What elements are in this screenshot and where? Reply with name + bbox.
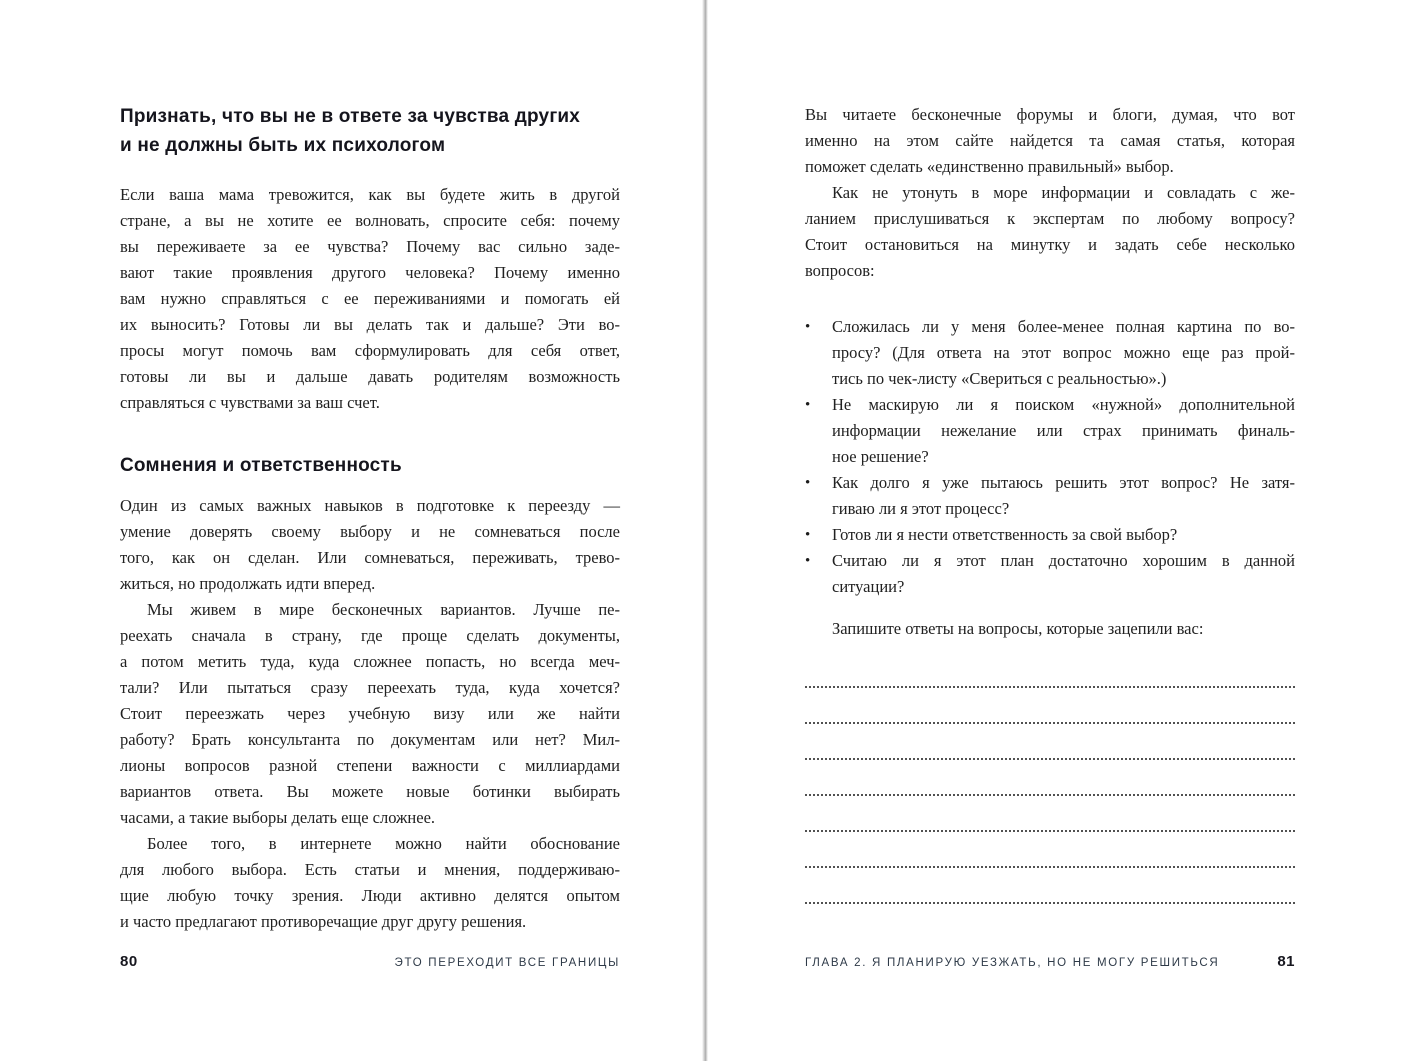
running-title-book: ЭТО ПЕРЕХОДИТ ВСЕ ГРАНИЦЫ	[394, 957, 620, 969]
write-answers-prompt: Запишите ответы на вопросы, которые зацепили вас:	[832, 619, 1204, 638]
text-line: информации нежелание или страх принимать финаль-	[832, 421, 1295, 440]
text-line: тись по чек-листу «Свериться с реальностью».)	[832, 369, 1167, 388]
text-line: вам нужно справляться с ее переживаниями и помогать ей	[120, 289, 620, 308]
footer-left	[120, 953, 620, 970]
dotted-answer-line	[805, 832, 1295, 868]
text-line: ное решение?	[832, 447, 929, 466]
bullet-text	[832, 314, 1295, 392]
dotted-answer-line	[805, 760, 1295, 796]
bullet-item	[805, 548, 1295, 600]
dotted-answer-line	[805, 688, 1295, 724]
bullet-item	[805, 392, 1295, 470]
bullet-item	[805, 470, 1295, 522]
bullet-text	[832, 392, 1295, 470]
text-line: гиваю ли я этот процесс?	[832, 499, 1010, 518]
subsection-heading: Сомнения и ответственность	[120, 455, 402, 476]
text-line: Сложилась ли у меня более-менее полная картина по во-	[832, 317, 1295, 336]
text-line: Как не утонуть в море информации и совладать с же-	[832, 183, 1295, 202]
text-line: Один из самых важных навыков в подготовке к переезду —	[120, 496, 620, 515]
bullet-marker-icon: •	[805, 397, 811, 413]
bullet-marker-icon: •	[805, 553, 811, 569]
text-line: Мы живем в мире бесконечных вариантов. Лучше пе-	[147, 600, 620, 619]
text-line: реехать сначала в страну, где проще сделать документы,	[120, 626, 620, 645]
text-line: стране, а вы не хотите ее волновать, спросите себя: почему	[120, 211, 620, 230]
text-line: и часто предлагают противоречащие друг другу решения.	[120, 912, 527, 931]
text-line: и не должны быть их психологом	[120, 135, 446, 156]
text-line: Если ваша мама тревожится, как вы будете жить в другой	[120, 185, 620, 204]
text-line: Считаю ли я этот план достаточно хорошим в данной	[832, 551, 1295, 570]
page-number-right: 81	[1277, 953, 1295, 970]
paragraph-forums	[805, 102, 1295, 180]
text-line: работу? Брать консультанта по документам или нет? Мил-	[120, 730, 620, 749]
bullet-marker-icon: •	[805, 319, 811, 335]
text-line: того, как он сделан. Или сомневаться, переживать, трево-	[120, 548, 620, 567]
page-number-left: 80	[120, 953, 138, 970]
dotted-answer-line	[805, 652, 1295, 688]
text-line: а потом метить туда, куда сложнее попасть, но всегда меч-	[120, 652, 620, 671]
bullet-marker-icon: •	[805, 527, 811, 543]
text-line: именно на этом сайте найдется та самая статья, которая	[805, 131, 1295, 150]
bullet-text	[832, 470, 1295, 522]
bullet-text	[832, 548, 1295, 600]
text-line: вают такие проявления другого человека? Почему именно	[120, 263, 620, 282]
text-line: Как долго я уже пытаюсь решить этот вопрос? Не затя-	[832, 473, 1295, 492]
dotted-answer-line	[805, 868, 1295, 904]
text-line: поможет сделать «единственно правильный» выбор.	[805, 157, 1174, 176]
footer-right	[805, 953, 1295, 970]
dotted-answer-line	[805, 724, 1295, 760]
text-line: Не маскирую ли я поиском «нужной» дополнительной	[832, 395, 1295, 414]
paragraph-intro	[120, 182, 620, 416]
text-line: Признать, что вы не в ответе за чувства других	[120, 106, 581, 127]
text-line: Вы читаете бесконечные форумы и блоги, думая, что вот	[805, 105, 1295, 124]
page-right-content	[805, 102, 1295, 904]
questions-bullet-list	[805, 314, 1295, 600]
bullet-marker-icon: •	[805, 475, 811, 491]
bullet-item	[805, 314, 1295, 392]
text-line: тали? Или пытаться сразу переехать туда, куда хочется?	[120, 678, 620, 697]
text-line: ситуации?	[832, 577, 905, 596]
page-left-content	[120, 102, 620, 935]
section-heading	[120, 102, 620, 160]
text-line: Готов ли я нести ответственность за свой выбор?	[832, 525, 1178, 544]
answer-lines-block	[805, 652, 1295, 904]
text-line: вариантов ответа. Вы можете новые ботинки выбирать	[120, 782, 620, 801]
text-line: справляться с чувствами за ваш счет.	[120, 393, 380, 412]
text-line: просу? (Для ответа на этот вопрос можно еще раз прой-	[832, 343, 1295, 362]
running-title-chapter: ГЛАВА 2. Я ПЛАНИРУЮ УЕЗЖАТЬ, НО НЕ МОГУ РЕШИТЬСЯ	[805, 957, 1220, 969]
text-line: просы могут помочь вам сформулировать для себя ответ,	[120, 341, 620, 360]
text-line: часами, а такие выборы делать еще сложнее.	[120, 808, 436, 827]
paragraph-doubts-2	[120, 597, 620, 831]
text-line: их выносить? Готовы ли вы делать так и дальше? Эти во-	[120, 315, 620, 334]
page-right	[705, 0, 1410, 1061]
text-line: умение доверять своему выбору и не сомневаться после	[120, 522, 620, 541]
text-line: житься, но продолжать идти вперед.	[120, 574, 376, 593]
text-line: готовы ли вы и дальше давать родителям возможность	[120, 367, 620, 386]
bullet-item	[805, 522, 1295, 548]
text-line: лионы вопросов разной степени важности с миллиардами	[120, 756, 620, 775]
dotted-answer-line	[805, 796, 1295, 832]
paragraph-doubts-3	[120, 831, 620, 935]
text-line: Более того, в интернете можно найти обоснование	[147, 834, 620, 853]
text-line: Стоит переезжать через учебную визу или же найти	[120, 704, 620, 723]
paragraph-information	[805, 180, 1295, 284]
text-line: ланием прислушиваться к экспертам по любому вопросу?	[805, 209, 1295, 228]
text-line: Стоит остановиться на минутку и задать себе несколько	[805, 235, 1295, 254]
bullet-text	[832, 522, 1295, 548]
paragraph-doubts-1	[120, 493, 620, 597]
text-line: для любого выбора. Есть статьи и мнения, поддерживаю-	[120, 860, 620, 879]
text-line: щие любую точку зрения. Люди активно делятся опытом	[120, 886, 620, 905]
text-line: вопросов:	[805, 261, 875, 280]
text-line: вы переживаете за ее чувства? Почему вас сильно заде-	[120, 237, 620, 256]
